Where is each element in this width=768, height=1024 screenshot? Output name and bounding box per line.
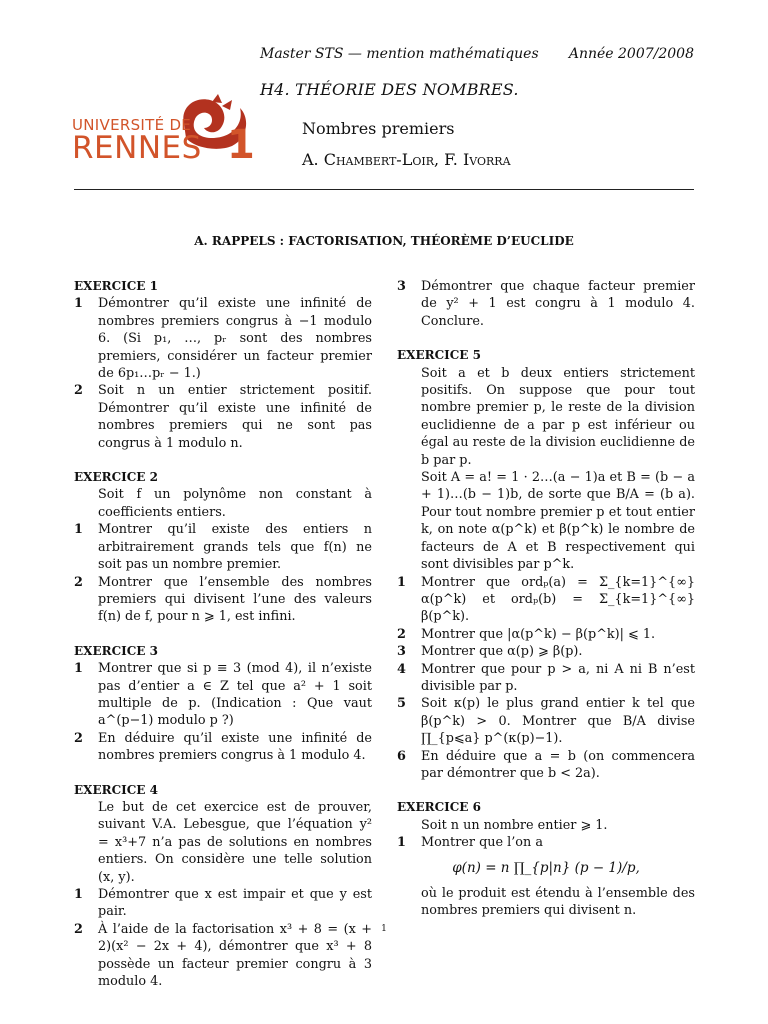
page-number: 1	[381, 924, 387, 934]
item-text: Montrer que l’ensemble des nombres premiers qui divisent l’une des valeurs f(n) de f, pour n ⩾ 1, est infini.	[98, 574, 372, 625]
section-title: A. RAPPELS : FACTORISATION, THÉORÈME D’EUCLIDE	[194, 234, 574, 248]
item-text: Montrer que pour p > a, ni A ni B n’est divisible par p.	[421, 661, 695, 694]
item-text: Soit κ(p) le plus grand entier k tel que β(p^k) > 0. Montrer que B/A divise ∏_{p⩽a} p^(κ(p)−1).	[421, 696, 695, 747]
exercise-title: EXERCICE 3	[74, 643, 158, 658]
item-text: Soit n un entier strictement positif. Démontrer qu’il existe une infinité de nombres premiers qui ne sont pas congrus à 1 modulo n.	[98, 383, 372, 451]
item-text: Démontrer que x est impair et que y est pair.	[98, 887, 372, 920]
exercise-title: EXERCICE 4	[74, 782, 158, 797]
exercise-title: EXERCICE 5	[397, 348, 481, 363]
item-number: 4	[397, 661, 406, 677]
item-number: 2	[74, 730, 83, 746]
item-number: 2	[74, 921, 83, 937]
exercise-item	[74, 521, 372, 573]
exercise-item	[74, 574, 372, 626]
item-text: En déduire que a = b (on commencera par démontrer que b < 2a).	[421, 748, 695, 781]
formula: φ(n) = n ∏_{p|n} (p − 1)/p,	[452, 859, 640, 876]
item-text: Montrer que si p ≡ 3 (mod 4), il n’existe pas d’entier a ∈ Z tel que a² + 1 soit multiple de p. (Indication : Que vaut a^(p−1) modulo p ?)	[98, 661, 372, 729]
item-number: 6	[397, 748, 406, 764]
item-text: Montrer que α(p) ⩾ β(p).	[421, 644, 583, 660]
item-number: 2	[74, 574, 83, 590]
document-title: H4. THÉORIE DES NOMBRES.	[260, 80, 519, 99]
exercise-item	[74, 730, 372, 765]
exercise-statement: Soit A = a! = 1 · 2…(a − 1)a et B = (b − a + 1)…(b − 1)b, de sorte que B/A = (b a). Pour tout nombre premier p et tout entier k, on note α(p^k) et β(p^k) le nombre de facteurs de A et B respectivement qui sont divisibles par p^k.	[421, 470, 695, 573]
item-number: 3	[397, 279, 406, 294]
exercise-gap	[397, 782, 695, 799]
exercise-item	[397, 643, 695, 660]
right-column	[397, 278, 695, 920]
item-number: 1	[74, 296, 83, 312]
item-number: 3	[397, 644, 406, 660]
exercise-item	[74, 660, 372, 730]
exercise-item	[74, 295, 372, 382]
left-column	[74, 278, 372, 990]
document-authors: A. Chambert-Loir, F. Ivorra	[302, 150, 511, 169]
exercise-item	[74, 886, 372, 921]
item-text: En déduire qu’il existe une infinité de nombres premiers congrus à 1 modulo 4.	[98, 730, 372, 764]
exercise-statement: Le but de cet exercice est de prouver, suivant V.A. Lebesgue, que l’équation y² = x³+7 n’a pas de solutions en nombres entiers. On considère une telle solution (x, y).	[98, 799, 372, 885]
exercise-item	[397, 695, 695, 747]
item-text: À l’aide de la factorisation x³ + 8 = (x + 2)(x² − 2x + 4), démontrer que x³ + 8 possède un facteur premier congru à 3 modulo 4.	[98, 921, 372, 990]
year-header: Année 2007/2008	[568, 46, 694, 62]
exercise-statement: où le produit est étendu à l’ensemble des nombres premiers qui divisent n.	[421, 886, 695, 919]
item-number: 1	[397, 835, 406, 851]
logo-line2: RENNES	[72, 130, 202, 166]
item-number: 1	[74, 522, 83, 538]
logo-line1: UNIVERSITÉ DE	[72, 116, 192, 134]
item-number: 2	[397, 626, 406, 642]
university-logo	[72, 94, 257, 174]
exercise-item	[397, 278, 695, 330]
header-rule	[74, 189, 694, 190]
exercise-statement: Soit f un polynôme non constant à coefficients entiers.	[98, 487, 372, 520]
item-text: Démontrer que chaque facteur premier de y² + 1 est congru à 1 modulo 4. Conclure.	[421, 279, 695, 329]
exercise-title: EXERCICE 1	[74, 279, 158, 293]
exercise-item	[397, 748, 695, 783]
exercise-item	[397, 661, 695, 696]
exercise-item	[397, 834, 695, 851]
item-text: Montrer que l’on a	[421, 835, 543, 851]
item-text: Montrer que ordₚ(a) = Σ_{k=1}^{∞} α(p^k) et ordₚ(b) = Σ_{k=1}^{∞} β(p^k).	[421, 574, 695, 625]
exercise-gap	[74, 765, 372, 782]
exercise-item	[397, 626, 695, 643]
item-number: 1	[397, 574, 406, 590]
item-number: 5	[397, 696, 406, 712]
item-text: Montrer qu’il existe des entiers n arbitrairement grands tels que f(n) ne soit pas un nombre premier.	[98, 522, 372, 573]
exercise-title: EXERCICE 6	[397, 800, 481, 815]
exercise-title: EXERCICE 2	[74, 470, 158, 485]
document-subtitle: Nombres premiers	[302, 119, 455, 138]
exercise-item	[74, 382, 372, 452]
exercise-item	[397, 574, 695, 626]
exercise-gap	[74, 626, 372, 643]
exercise-gap	[397, 330, 695, 347]
item-text: Montrer que |α(p^k) − β(p^k)| ⩽ 1.	[421, 626, 656, 642]
course-header: Master STS — mention mathématiques	[260, 46, 539, 62]
item-text: Démontrer qu’il existe une infinité de nombres premiers congrus à −1 modulo 6. (Si p₁, …, pᵣ sont des nombres premiers, considérer un facteur premier de 6p₁…pᵣ − 1.)	[98, 296, 372, 382]
exercise-statement: Soit n un nombre entier ⩾ 1.	[421, 817, 608, 833]
logo-digit: 1	[227, 122, 255, 168]
item-number: 1	[74, 661, 83, 677]
exercise-gap	[74, 452, 372, 469]
item-number: 1	[74, 887, 83, 902]
exercise-statement: Soit a et b deux entiers strictement positifs. On suppose que pour tout nombre premier p, le reste de la division euclidienne de a par p est inférieur ou égal au reste de la division euclidienne de b par p.	[421, 365, 695, 468]
item-number: 2	[74, 383, 83, 399]
